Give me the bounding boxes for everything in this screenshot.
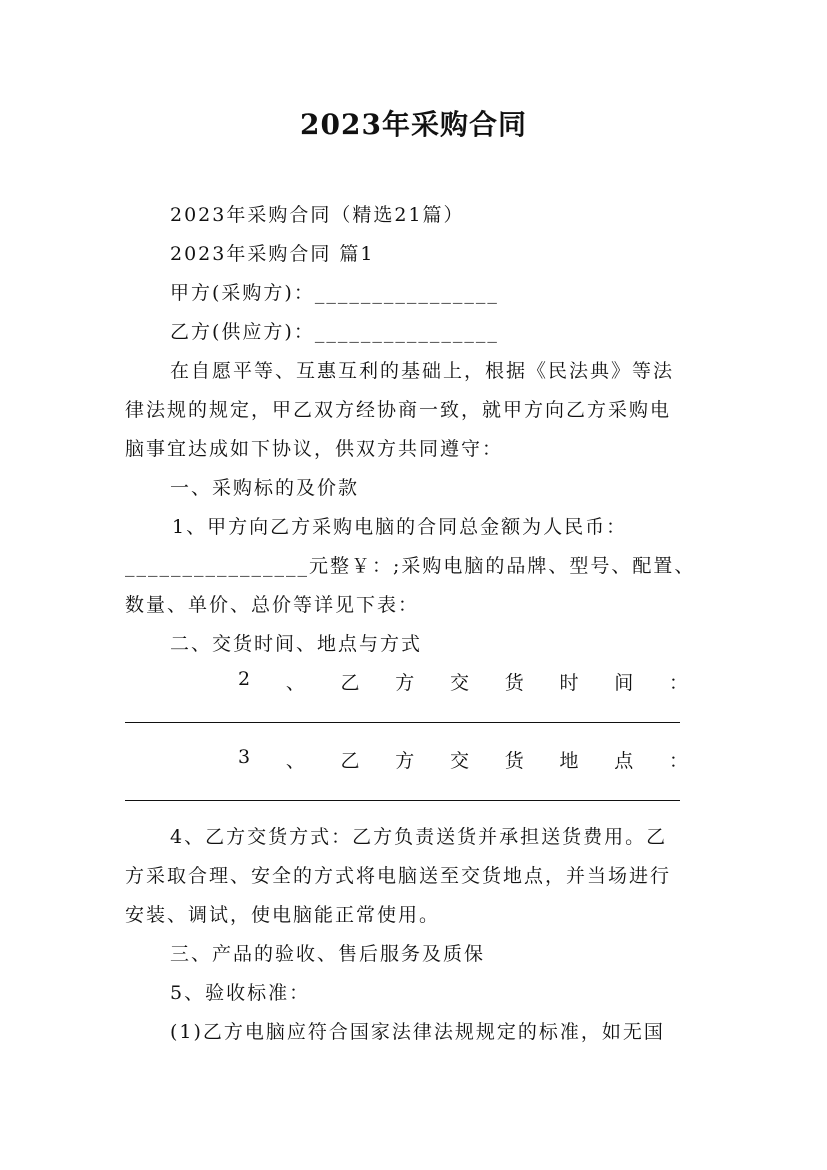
delivery-time-line: [238, 668, 690, 695]
clause-line: 4、乙方交货方式：乙方负责送货并承担送货费用。乙: [170, 826, 668, 848]
clause-line: 数量、单价、总价等详见下表：: [125, 594, 420, 616]
clause-heading: 一、采购标的及价款: [170, 477, 360, 499]
char: 3: [238, 746, 253, 768]
clause-line: 1、甲方向乙方采购电脑的合同总金额为人民币：: [172, 516, 628, 538]
party-a-line: 甲方(采购方)：________________: [170, 282, 499, 304]
char: 交: [450, 672, 472, 694]
clause-line: ________________元整￥：;采购电脑的品牌、型号、配置、: [125, 555, 696, 577]
char: 点: [614, 750, 636, 772]
blank-underline: [125, 722, 680, 723]
clause-heading: 三、产品的验收、售后服务及质保: [170, 943, 486, 965]
paragraph-line: 脑事宜达成如下协议，供双方共同遵守：: [125, 438, 504, 460]
paragraph-line: 律法规的规定，甲乙双方经协商一致，就甲方向乙方采购电: [125, 399, 672, 421]
party-b-line: 乙方(供应方)：________________: [170, 321, 499, 343]
char: 间: [614, 672, 636, 694]
blank-underline: [125, 800, 680, 801]
char: 货: [504, 672, 526, 694]
clause-line: 5、验收标准：: [170, 982, 311, 1004]
char: 地: [559, 750, 581, 772]
char: 货: [504, 750, 526, 772]
delivery-place-line: [238, 746, 690, 773]
char: ：: [668, 672, 690, 694]
char: 2: [238, 668, 253, 690]
char: 时: [559, 672, 581, 694]
subtitle-line: 2023年采购合同（精选21篇）: [170, 204, 465, 226]
clause-line: 安装、调试，使电脑能正常使用。: [125, 904, 441, 926]
paragraph-line: 在自愿平等、互惠互利的基础上，根据《民法典》等法: [170, 360, 675, 382]
char: 方: [395, 672, 417, 694]
char: 、: [285, 750, 307, 772]
char: 乙: [340, 750, 362, 772]
clause-line: (1)乙方电脑应符合国家法律法规规定的标准，如无国: [170, 1021, 665, 1043]
char: 乙: [340, 672, 362, 694]
char: 交: [450, 750, 472, 772]
char: 方: [395, 750, 417, 772]
clause-heading: 二、交货时间、地点与方式: [170, 633, 423, 655]
clause-line: 方采取合理、安全的方式将电脑送至交货地点，并当场进行: [125, 865, 672, 887]
document-title: 2023年采购合同: [300, 108, 527, 141]
char: 、: [285, 672, 307, 694]
section-heading: 2023年采购合同 篇1: [170, 243, 375, 265]
char: ：: [668, 750, 690, 772]
